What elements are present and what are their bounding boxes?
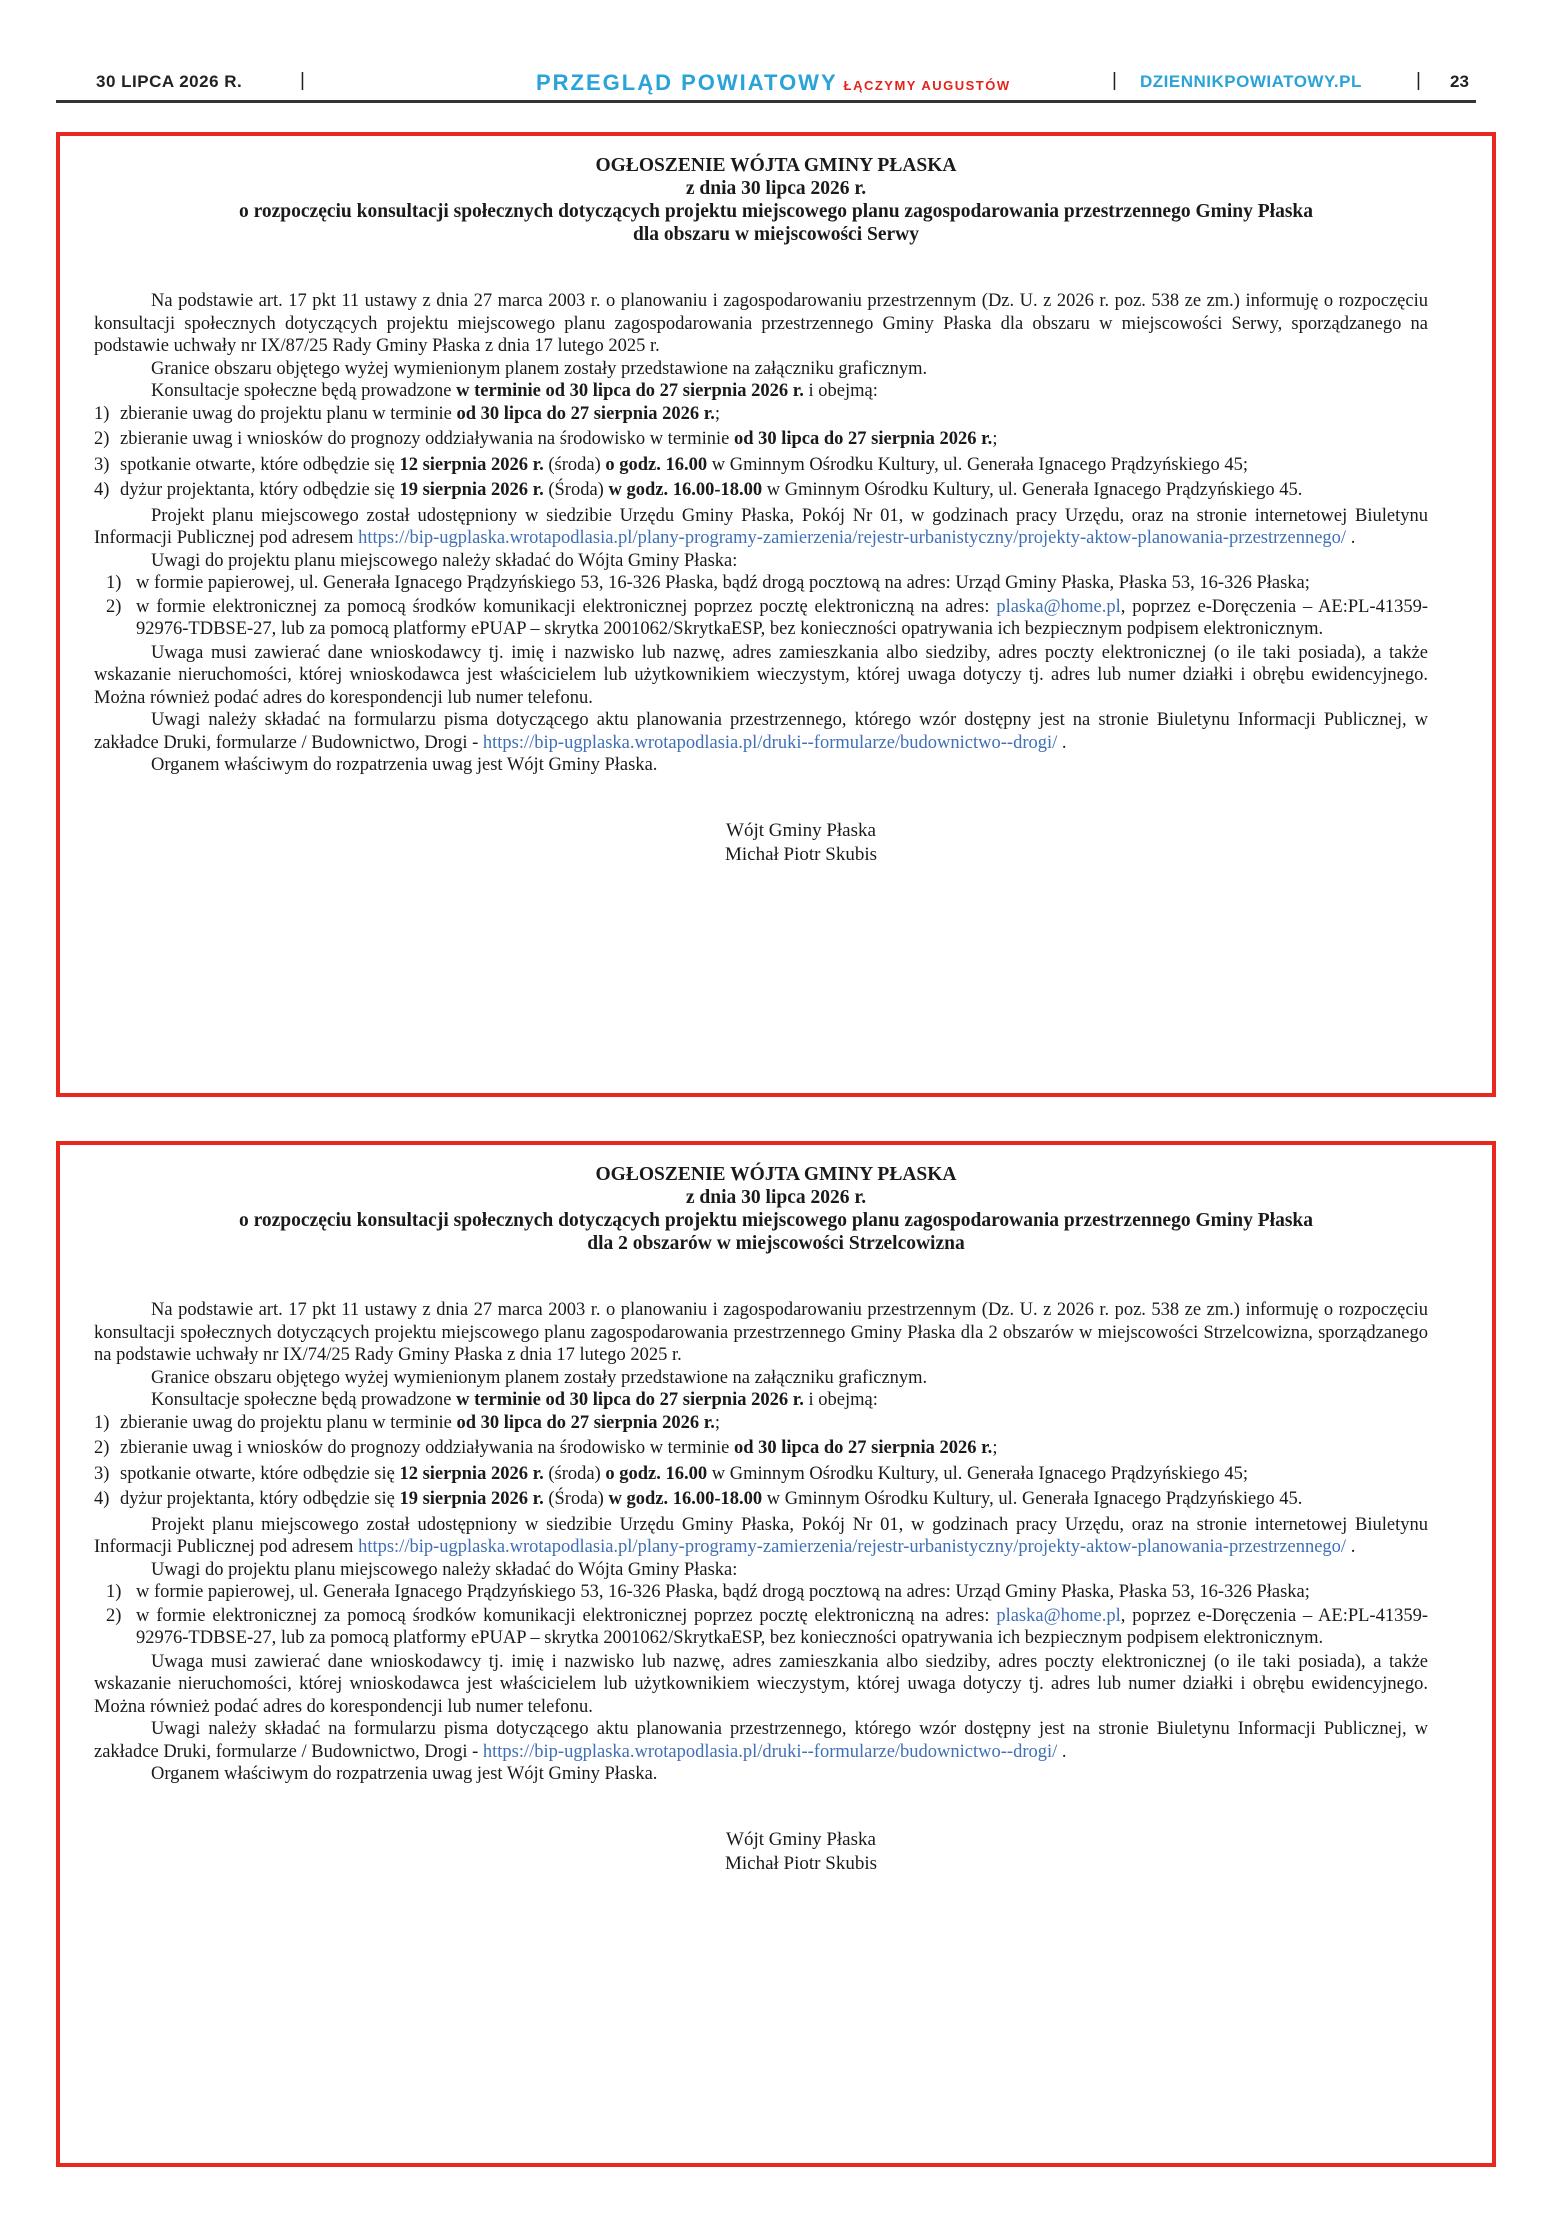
notice-title xyxy=(124,1163,1428,1255)
submission-list xyxy=(94,1581,1428,1650)
paragraph: Granice obszaru objętego wyżej wymienionym planem zostały przedstawione na załączniku graficznym. xyxy=(151,358,928,379)
list-item: 1) w formie papierowej, ul. Generała Ignacego Prądzyńskiego 53, 16-326 Płaska, bądź drogą pocztową na adres: Urząd Gminy Płaska, Płaska 53, 16-326 Płaska; xyxy=(106,573,1310,593)
email-link[interactable]: plaska@home.pl xyxy=(996,1605,1121,1626)
paragraph: Granice obszaru objętego wyżej wymienionym planem zostały przedstawione na załączniku graficznym. xyxy=(151,1367,928,1388)
list-item: 3) spotkanie otwarte, które odbędzie się 12 sierpnia 2026 r. (środa) o godz. 16.00 w Gminnym Ośrodku Kultury, ul. Generała Ignacego Prądzyńskiego 45; xyxy=(94,454,1248,475)
list-item: 2) zbieranie uwag i wniosków do prognozy oddziaływania na środowisko w terminie od 30 lipca do 27 sierpnia 2026 r.; xyxy=(94,1438,998,1458)
paragraph: Organem właściwym do rozpatrzenia uwag jest Wójt Gminy Płaska. xyxy=(151,1764,658,1784)
signature-name: Michał Piotr Skubis xyxy=(724,843,877,865)
paragraph: Konsultacje społeczne będą prowadzone w terminie od 30 lipca do 27 sierpnia 2026 r. i obejmą: xyxy=(151,1390,878,1410)
signature-title: Wójt Gminy Płaska xyxy=(726,819,876,841)
signature xyxy=(174,819,1428,867)
site-link[interactable]: DZIENNIKPOWIATOWY.PL xyxy=(1140,72,1362,91)
header-separator: | xyxy=(1416,70,1421,91)
bip-forms-link[interactable]: https://bip-ugplaska.wrotapodlasia.pl/druki--formularze/budownictwo--drogi/ xyxy=(482,1741,1058,1762)
list-item: 2) w formie elektronicznej za pomocą środków komunikacji elektronicznej poprzez pocztę elektroniczną na adres: plaska@home.pl, poprzez e-Doręczenia – AE:PL-41359-92976-TDBSE-27, lub za pomocą platformy ePUAP – skrytka 2001062/SkrytkaESP, bez konieczności opatrywania ich bezpiecznym podpisem elektronicznym. xyxy=(106,1605,1429,1648)
page-number: 23 xyxy=(1450,72,1469,91)
masthead-logo xyxy=(536,70,1011,96)
paragraph: Na podstawie art. 17 pkt 11 ustawy z dnia 27 marca 2003 r. o planowaniu i zagospodarowaniu przestrzennym (Dz. U. z 2026 r. poz. 538 ze zm.) informuję o rozpoczęciu konsultacji społecznych dotyczących projektu miejscowego planu zagospodarowania przestrzennego Gminy Płaska dla 2 obszarów w miejscowości Strzelcowizna, sporządzanego na podstawie uchwały nr IX/74/25 Rady Gminy Płaska z dnia 17 lutego 2025 r. xyxy=(94,1300,1428,1365)
title-line: z dnia 30 lipca 2026 r. xyxy=(685,1187,867,1208)
issue-date: 30 LIPCA 2026 R. xyxy=(96,72,243,91)
paragraph: Uwaga musi zawierać dane wnioskodawcy tj. imię i nazwisko lub nazwę, adres zamieszkania albo siedziby, adres poczty elektronicznej (o ile taki posiada), a także wskazanie nieruchomości, której wnioskodawca jest właścicielem lub użytkownikiem wieczystym, której uwaga dotyczy tj. adres lub numer działki i obrębu ewidencyjnego. Można również podać adres do korespondencji lub numer telefonu. xyxy=(94,1651,1428,1717)
title-line: z dnia 30 lipca 2026 r. xyxy=(685,178,867,199)
title-line: o rozpoczęciu konsultacji społecznych dotyczących projektu miejscowego planu zagospodarowania przestrzennego Gminy Płaska xyxy=(238,1210,1314,1231)
consultation-list xyxy=(94,403,1428,502)
paragraph: Uwagi należy składać na formularzu pisma dotyczącego aktu planowania przestrzennego, którego wzór dostępny jest na stronie Biuletynu Informacji Publicznej, w zakładce Druki, formularze / Budownictwo, Drogi - https://bip-ugplaska.wrotapodlasia.pl/druki--formularze/budownictwo--drogi/ . xyxy=(94,710,1428,753)
list-item: 1) w formie papierowej, ul. Generała Ignacego Prądzyńskiego 53, 16-326 Płaska, bądź drogą pocztową na adres: Urząd Gminy Płaska, Płaska 53, 16-326 Płaska; xyxy=(106,1582,1310,1602)
header-separator: | xyxy=(1112,70,1117,91)
bip-plan-link[interactable]: https://bip-ugplaska.wrotapodlasia.pl/plany-programy-zamierzenia/rejestr-urbanistyczny/projekty-aktow-planowania-przestrzennego/ xyxy=(358,1537,1347,1557)
masthead-title: PRZEGLĄD POWIATOWY xyxy=(536,70,838,95)
paragraph: Projekt planu miejscowego został udostępniony w siedzibie Urzędu Gminy Płaska, Pokój Nr 01, w godzinach pracy Urzędu, oraz na stronie internetowej Biuletynu Informacji Publicznej pod adresem https://bip-ugplaska.wrotapodlasia.pl/plany-programy-zamierzenia/rejestr-urbanistyczny/projekty-aktow-planowania-przestrzennego/ . xyxy=(94,505,1428,548)
list-item: 1) zbieranie uwag do projektu planu w terminie od 30 lipca do 27 sierpnia 2026 r.; xyxy=(94,403,720,424)
paragraph: Na podstawie art. 17 pkt 11 ustawy z dnia 27 marca 2003 r. o planowaniu i zagospodarowaniu przestrzennym (Dz. U. z 2026 r. poz. 538 ze zm.) informuję o rozpoczęciu konsultacji społecznych dotyczących projektu miejscowego planu zagospodarowania przestrzennego Gminy Płaska dla obszaru w miejscowości Serwy, sporządzanego na podstawie uchwały nr IX/87/25 Rady Gminy Płaska z dnia 17 lutego 2025 r. xyxy=(94,291,1428,356)
list-item: 2) w formie elektronicznej za pomocą środków komunikacji elektronicznej poprzez pocztę elektroniczną na adres: plaska@home.pl, poprzez e-Doręczenia – AE:PL-41359-92976-TDBSE-27, lub za pomocą platformy ePUAP – skrytka 2001062/SkrytkaESP, bez konieczności opatrywania ich bezpiecznym podpisem elektronicznym. xyxy=(106,596,1429,639)
header-separator: | xyxy=(300,70,305,91)
submission-list xyxy=(94,572,1428,641)
list-item: 4) dyżur projektanta, który odbędzie się 19 sierpnia 2026 r. (Środa) w godz. 16.00-18.00 w Gminnym Ośrodku Kultury, ul. Generała Ignacego Prądzyńskiego 45. xyxy=(94,480,1303,500)
signature-title: Wójt Gminy Płaska xyxy=(726,1828,876,1850)
email-link[interactable]: plaska@home.pl xyxy=(996,596,1121,617)
title-line: dla obszaru w miejscowości Serwy xyxy=(633,224,919,245)
paragraph: Organem właściwym do rozpatrzenia uwag jest Wójt Gminy Płaska. xyxy=(151,755,658,775)
list-item: 1) zbieranie uwag do projektu planu w terminie od 30 lipca do 27 sierpnia 2026 r.; xyxy=(94,1412,720,1433)
paragraph: Uwagi należy składać na formularzu pisma dotyczącego aktu planowania przestrzennego, którego wzór dostępny jest na stronie Biuletynu Informacji Publicznej, w zakładce Druki, formularze / Budownictwo, Drogi - https://bip-ugplaska.wrotapodlasia.pl/druki--formularze/budownictwo--drogi/ . xyxy=(94,1719,1428,1762)
paragraph: Konsultacje społeczne będą prowadzone w terminie od 30 lipca do 27 sierpnia 2026 r. i obejmą: xyxy=(151,381,878,401)
signature xyxy=(174,1828,1428,1876)
paragraph: Uwaga musi zawierać dane wnioskodawcy tj. imię i nazwisko lub nazwę, adres zamieszkania albo siedziby, adres poczty elektronicznej (o ile taki posiada), a także wskazanie nieruchomości, której wnioskodawca jest właścicielem lub użytkownikiem wieczystym, której uwaga dotyczy tj. adres lub numer działki i obrębu ewidencyjnego. Można również podać adres do korespondencji lub numer telefonu. xyxy=(94,642,1428,708)
notice-strzelcowizna xyxy=(56,1141,1496,2167)
notice-title xyxy=(124,154,1428,246)
paragraph: Projekt planu miejscowego został udostępniony w siedzibie Urzędu Gminy Płaska, Pokój Nr 01, w godzinach pracy Urzędu, oraz na stronie internetowej Biuletynu Informacji Publicznej pod adresem https://bip-ugplaska.wrotapodlasia.pl/plany-programy-zamierzenia/rejestr-urbanistyczny/projekty-aktow-planowania-przestrzennego/ . xyxy=(94,1514,1428,1557)
list-item: 2) zbieranie uwag i wniosków do prognozy oddziaływania na środowisko w terminie od 30 lipca do 27 sierpnia 2026 r.; xyxy=(94,429,998,449)
title-line: OGŁOSZENIE WÓJTA GMINY PŁASKA xyxy=(595,1164,957,1185)
bip-forms-link[interactable]: https://bip-ugplaska.wrotapodlasia.pl/druki--formularze/budownictwo--drogi/ xyxy=(482,732,1058,753)
notice-serwy xyxy=(56,132,1496,1097)
consultation-list xyxy=(94,1412,1428,1511)
paragraph: Uwagi do projektu planu miejscowego należy składać do Wójta Gminy Płaska: xyxy=(151,550,738,571)
title-line: OGŁOSZENIE WÓJTA GMINY PŁASKA xyxy=(595,155,957,176)
page-header xyxy=(56,70,1476,103)
list-item: 3) spotkanie otwarte, które odbędzie się 12 sierpnia 2026 r. (środa) o godz. 16.00 w Gminnym Ośrodku Kultury, ul. Generała Ignacego Prądzyńskiego 45; xyxy=(94,1463,1248,1484)
title-line: o rozpoczęciu konsultacji społecznych dotyczących projektu miejscowego planu zagospodarowania przestrzennego Gminy Płaska xyxy=(238,201,1314,222)
title-line: dla 2 obszarów w miejscowości Strzelcowizna xyxy=(587,1233,965,1254)
signature-name: Michał Piotr Skubis xyxy=(724,1852,877,1874)
masthead-subtitle: ŁĄCZYMY AUGUSTÓW xyxy=(843,78,1011,93)
paragraph: Uwagi do projektu planu miejscowego należy składać do Wójta Gminy Płaska: xyxy=(151,1559,738,1580)
bip-plan-link[interactable]: https://bip-ugplaska.wrotapodlasia.pl/plany-programy-zamierzenia/rejestr-urbanistyczny/projekty-aktow-planowania-przestrzennego/ xyxy=(358,528,1347,548)
list-item: 4) dyżur projektanta, który odbędzie się 19 sierpnia 2026 r. (Środa) w godz. 16.00-18.00 w Gminnym Ośrodku Kultury, ul. Generała Ignacego Prądzyńskiego 45. xyxy=(94,1489,1303,1509)
